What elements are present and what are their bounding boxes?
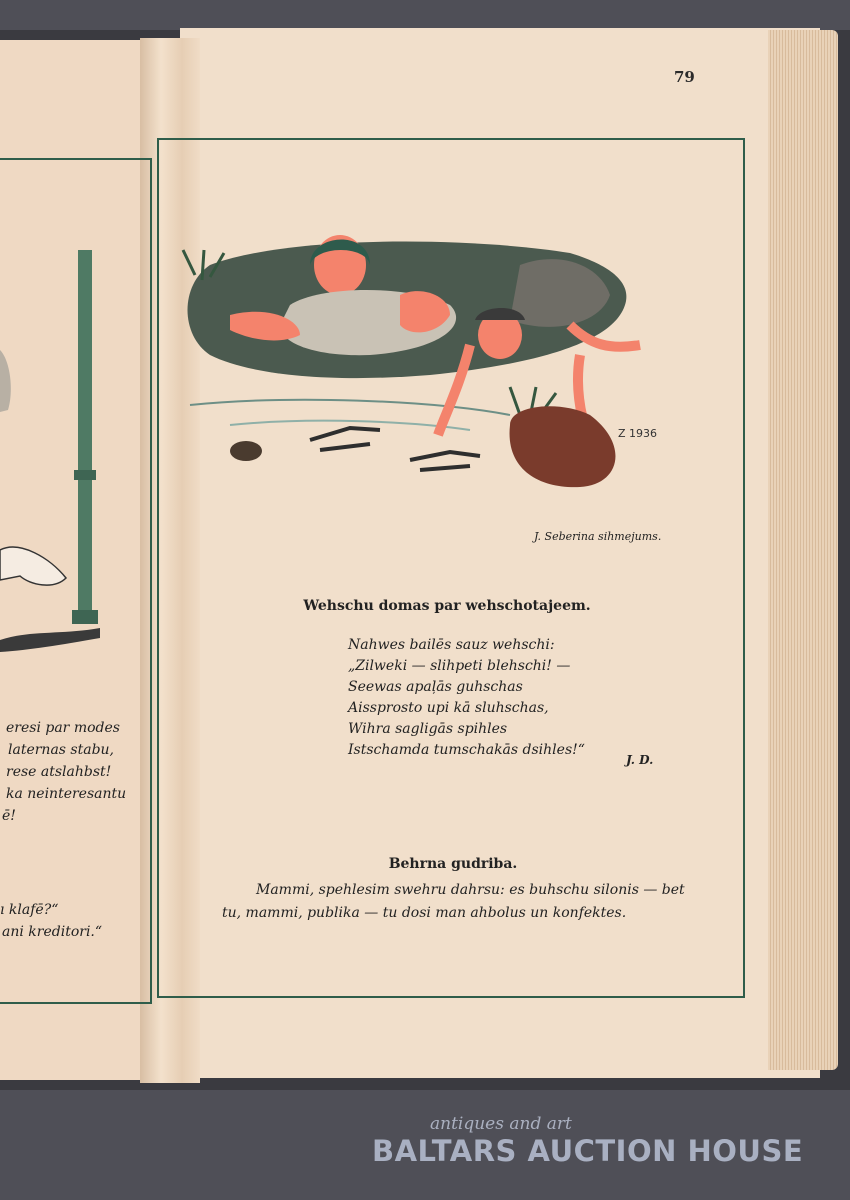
poem-line: Istschamda tumschakās dsihles!“ <box>348 742 585 758</box>
crayfish-illustration <box>170 225 690 525</box>
poem-line: Wihra sagligās spihles <box>348 721 508 737</box>
watermark-tagline: antiques and art <box>430 1114 572 1134</box>
page-edges <box>768 30 838 1070</box>
story-title: Behrna gudriba. <box>388 856 518 872</box>
left-page-illustration <box>0 240 150 660</box>
story-line: Mammi, spehlesim swehru dahrsu: es buhschu silonis — bet <box>256 882 685 898</box>
left-page-line: ı klafē?“ <box>0 902 59 918</box>
left-page-line: ē! <box>2 808 16 824</box>
poem-line: Seewas apaļās guhschas <box>348 679 523 695</box>
left-page-line: ka neinteresantu <box>6 786 127 802</box>
watermark-brand: BALTARS AUCTION HOUSE <box>372 1134 804 1168</box>
poem-line: Aissprosto upi kā sluhschas, <box>348 700 549 716</box>
poem-line: „Zilweki — slihpeti blehschi! — <box>348 658 571 674</box>
page-number: 79 <box>674 68 695 86</box>
left-page-line: rese atslahbst! <box>6 764 112 780</box>
left-page-line: ani kreditori.“ <box>2 924 103 940</box>
poem-title: Wehschu domas par wehschotajeem. <box>303 598 591 614</box>
poem-line: Nahwes bailēs sauz wehschi: <box>348 637 555 653</box>
poem-initials: J. D. <box>626 753 654 767</box>
story-line: tu, mammi, publika — tu dosi man ahbolus un konfektes. <box>222 905 627 921</box>
illustration-caption: J. Seberina sihmejums. <box>534 530 662 543</box>
left-page-line: laternas stabu, <box>8 742 115 758</box>
left-page-line: eresi par modes <box>6 720 120 736</box>
illustration-signature: Z 1936 <box>618 427 658 440</box>
